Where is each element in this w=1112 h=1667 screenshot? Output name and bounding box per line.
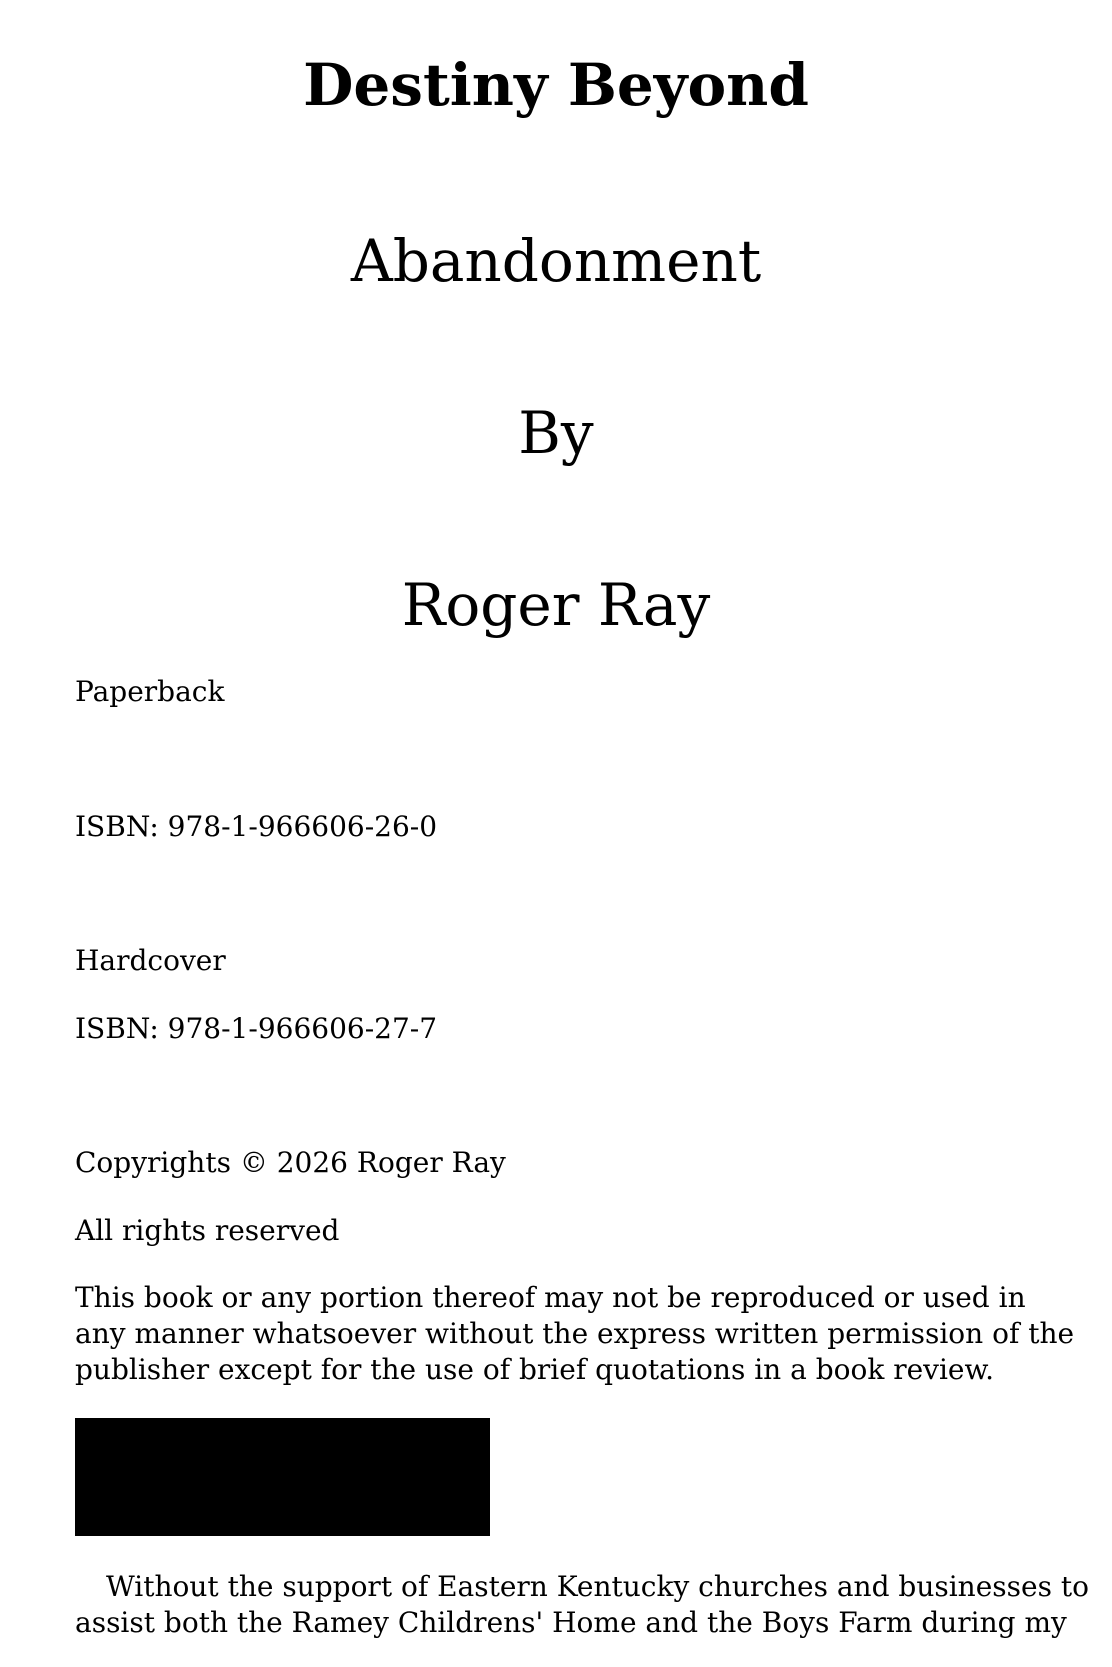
acknowledgement-line: assist both the Ramey Childrens' Home and the Boys Farm during my (75, 1606, 1067, 1639)
copyright-statement-line: any manner whatsoever without the express written permission of the (75, 1317, 1075, 1350)
copyright-statement-line: publisher except for the use of brief quotations in a book review. (75, 1353, 995, 1386)
acknowledgement-line: Without the support of Eastern Kentucky churches and businesses to (106, 1570, 1089, 1603)
acknowledgement-paragraph (75, 1569, 1089, 1641)
hardcover-isbn: ISBN: 978-1-966606-27-7 (75, 1012, 438, 1045)
redacted-block (75, 1418, 490, 1536)
paperback-label: Paperback (75, 675, 225, 708)
rights-reserved: All rights reserved (75, 1214, 340, 1247)
copyright-statement (75, 1280, 1075, 1388)
book-title-line-2: Abandonment (350, 227, 762, 295)
copyright-statement-line: This book or any portion thereof may not be reproduced or used in (75, 1281, 1026, 1314)
paperback-isbn: ISBN: 978-1-966606-26-0 (75, 810, 438, 843)
byline: By (518, 399, 594, 467)
copyright-notice: Copyrights © 2026 Roger Ray (75, 1146, 506, 1179)
author-name: Roger Ray (401, 571, 711, 639)
book-title-line-1: Destiny Beyond (303, 51, 809, 119)
hardcover-label: Hardcover (75, 944, 226, 977)
